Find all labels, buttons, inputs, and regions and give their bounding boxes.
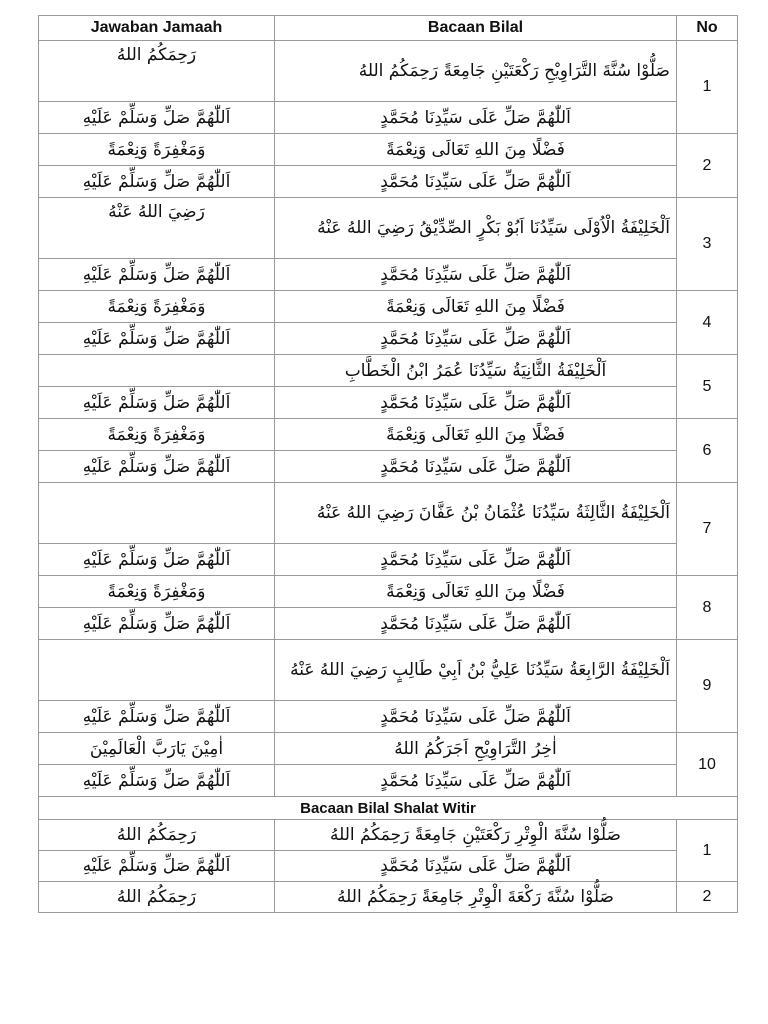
row-number: 8: [677, 576, 738, 640]
jamaah-response-cell: اَللّٰهُمَّ صَلِّ وَسَلِّمْ عَلَيْهِ: [39, 701, 275, 733]
bilal-call-cell: اَلْخَلِيْفَةُ الثَّالِثَةُ سَيِّدُنَا عُثْمَانُ بْنُ عَفَّانَ رَضِيَ اللهُ عَنْهُ: [275, 483, 677, 544]
row-number: 10: [677, 733, 738, 797]
table-row: [39, 544, 738, 576]
row-number: 2: [677, 882, 738, 913]
row-number: 1: [677, 820, 738, 882]
tarawih-table: [38, 15, 738, 913]
table-row: [39, 576, 738, 608]
table-row: [39, 355, 738, 387]
witir-body: [39, 820, 738, 913]
row-number: 2: [677, 134, 738, 198]
table-row: [39, 166, 738, 198]
witir-section-title: Bacaan Bilal Shalat Witir: [39, 797, 738, 820]
bilal-call-cell: اَللّٰهُمَّ صَلِّ عَلَى سَيِّدِنَا مُحَمَّدٍ: [275, 323, 677, 355]
table-row: [39, 41, 738, 102]
jamaah-response-cell: [39, 483, 275, 544]
bilal-call-cell: اَللّٰهُمَّ صَلِّ عَلَى سَيِّدِنَا مُحَمَّدٍ: [275, 851, 677, 882]
witir-section-row: [39, 797, 738, 820]
jamaah-response-cell: اَللّٰهُمَّ صَلِّ وَسَلِّمْ عَلَيْهِ: [39, 608, 275, 640]
header-row: [39, 16, 738, 41]
bilal-call-cell: اَلْخَلِيْفَةُ الرَّابِعَةُ سَيِّدُنَا عَلِيُّ بْنُ اَبِيْ طَالِبٍ رَضِيَ اللهُ عَنْهُ: [275, 640, 677, 701]
table-row: [39, 483, 738, 544]
row-number: 4: [677, 291, 738, 355]
row-number: 5: [677, 355, 738, 419]
tarawih-body: [39, 41, 738, 797]
bilal-call-cell: فَضْلًا مِنَ اللهِ تَعَالَى وَنِعْمَةً: [275, 576, 677, 608]
bilal-call-cell: اَللّٰهُمَّ صَلِّ عَلَى سَيِّدِنَا مُحَمَّدٍ: [275, 701, 677, 733]
jamaah-response-cell: [39, 355, 275, 387]
bilal-call-cell: فَضْلًا مِنَ اللهِ تَعَالَى وَنِعْمَةً: [275, 291, 677, 323]
jamaah-response-cell: اَللّٰهُمَّ صَلِّ وَسَلِّمْ عَلَيْهِ: [39, 765, 275, 797]
table-row: [39, 851, 738, 882]
jamaah-response-cell: اَللّٰهُمَّ صَلِّ وَسَلِّمْ عَلَيْهِ: [39, 166, 275, 198]
table-row: [39, 419, 738, 451]
table-row: [39, 820, 738, 851]
table-row: [39, 733, 738, 765]
bilal-call-cell: اَلْخَلِيْفَةُ الْاُوْلَى سَيِّدُنَا اَبُوْ بَكْرٍ الصِّدِّيْقُ رَضِيَ اللهُ عَنْهُ: [275, 198, 677, 259]
jamaah-response-cell: وَمَغْفِرَةً وَنِعْمَةً: [39, 291, 275, 323]
bilal-call-cell: فَضْلًا مِنَ اللهِ تَعَالَى وَنِعْمَةً: [275, 419, 677, 451]
bilal-call-cell: اَللّٰهُمَّ صَلِّ عَلَى سَيِّدِنَا مُحَمَّدٍ: [275, 544, 677, 576]
jamaah-response-cell: اَللّٰهُمَّ صَلِّ وَسَلِّمْ عَلَيْهِ: [39, 387, 275, 419]
header-bacaan-bilal: Bacaan Bilal: [275, 16, 677, 41]
table-row: [39, 323, 738, 355]
jamaah-response-cell: اَللّٰهُمَّ صَلِّ وَسَلِّمْ عَلَيْهِ: [39, 451, 275, 483]
bilal-call-cell: صَلُّوْا سُنَّةَ الْوِتْرِ رَكْعَتَيْنِ جَامِعَةً رَحِمَكُمُ اللهُ: [275, 820, 677, 851]
table-row: [39, 882, 738, 913]
table-row: [39, 102, 738, 134]
table-row: [39, 387, 738, 419]
jamaah-response-cell: اٰمِيْنَ يَارَبَّ الْعَالَمِيْنَ: [39, 733, 275, 765]
bilal-call-cell: اَللّٰهُمَّ صَلِّ عَلَى سَيِّدِنَا مُحَمَّدٍ: [275, 102, 677, 134]
jamaah-response-cell: اَللّٰهُمَّ صَلِّ وَسَلِّمْ عَلَيْهِ: [39, 102, 275, 134]
bilal-call-cell: اَللّٰهُمَّ صَلِّ عَلَى سَيِّدِنَا مُحَمَّدٍ: [275, 608, 677, 640]
jamaah-response-cell: وَمَغْفِرَةً وَنِعْمَةً: [39, 419, 275, 451]
table-row: [39, 765, 738, 797]
bilal-call-cell: فَضْلًا مِنَ اللهِ تَعَالَى وَنِعْمَةً: [275, 134, 677, 166]
jamaah-response-cell: رَحِمَكُمُ اللهُ: [39, 820, 275, 851]
table-row: [39, 640, 738, 701]
jamaah-response-cell: اَللّٰهُمَّ صَلِّ وَسَلِّمْ عَلَيْهِ: [39, 544, 275, 576]
table-row: [39, 701, 738, 733]
table-row: [39, 451, 738, 483]
bilal-call-cell: صَلُّوْا سُنَّةَ التَّرَاوِيْحِ رَكْعَتَيْنِ جَامِعَةً رَحِمَكُمُ اللهُ: [275, 41, 677, 102]
jamaah-response-cell: رَحِمَكُمُ اللهُ: [39, 882, 275, 913]
jamaah-response-cell: وَمَغْفِرَةً وَنِعْمَةً: [39, 576, 275, 608]
row-number: 3: [677, 198, 738, 291]
table-row: [39, 198, 738, 259]
header-jawaban-jamaah: Jawaban Jamaah: [39, 16, 275, 41]
table-row: [39, 259, 738, 291]
jamaah-response-cell: رَحِمَكُمُ اللهُ: [39, 41, 275, 102]
table-row: [39, 291, 738, 323]
bilal-call-cell: اٰخِرُ التَّرَاوِيْحِ اَجَرَكُمُ اللهُ: [275, 733, 677, 765]
bilal-call-cell: اَلْخَلِيْفَةُ الثَّانِيَةُ سَيِّدُنَا عُمَرُ ابْنُ الْخَطَّابِ: [275, 355, 677, 387]
bilal-call-cell: اَللّٰهُمَّ صَلِّ عَلَى سَيِّدِنَا مُحَمَّدٍ: [275, 259, 677, 291]
jamaah-response-cell: اَللّٰهُمَّ صَلِّ وَسَلِّمْ عَلَيْهِ: [39, 851, 275, 882]
table-row: [39, 608, 738, 640]
jamaah-response-cell: اَللّٰهُمَّ صَلِّ وَسَلِّمْ عَلَيْهِ: [39, 323, 275, 355]
bilal-call-cell: اَللّٰهُمَّ صَلِّ عَلَى سَيِّدِنَا مُحَمَّدٍ: [275, 166, 677, 198]
bilal-call-cell: صَلُّوْا سُنَّةَ رَكْعَةَ الْوِتْرِ جَامِعَةً رَحِمَكُمُ اللهُ: [275, 882, 677, 913]
bilal-call-cell: اَللّٰهُمَّ صَلِّ عَلَى سَيِّدِنَا مُحَمَّدٍ: [275, 451, 677, 483]
row-number: 1: [677, 41, 738, 134]
jamaah-response-cell: وَمَغْفِرَةً وَنِعْمَةً: [39, 134, 275, 166]
jamaah-response-cell: [39, 640, 275, 701]
table-row: [39, 134, 738, 166]
jamaah-response-cell: رَضِيَ اللهُ عَنْهُ: [39, 198, 275, 259]
row-number: 7: [677, 483, 738, 576]
jamaah-response-cell: اَللّٰهُمَّ صَلِّ وَسَلِّمْ عَلَيْهِ: [39, 259, 275, 291]
header-no: No: [677, 16, 738, 41]
bilal-call-cell: اَللّٰهُمَّ صَلِّ عَلَى سَيِّدِنَا مُحَمَّدٍ: [275, 387, 677, 419]
row-number: 9: [677, 640, 738, 733]
row-number: 6: [677, 419, 738, 483]
bilal-call-cell: اَللّٰهُمَّ صَلِّ عَلَى سَيِّدِنَا مُحَمَّدٍ: [275, 765, 677, 797]
